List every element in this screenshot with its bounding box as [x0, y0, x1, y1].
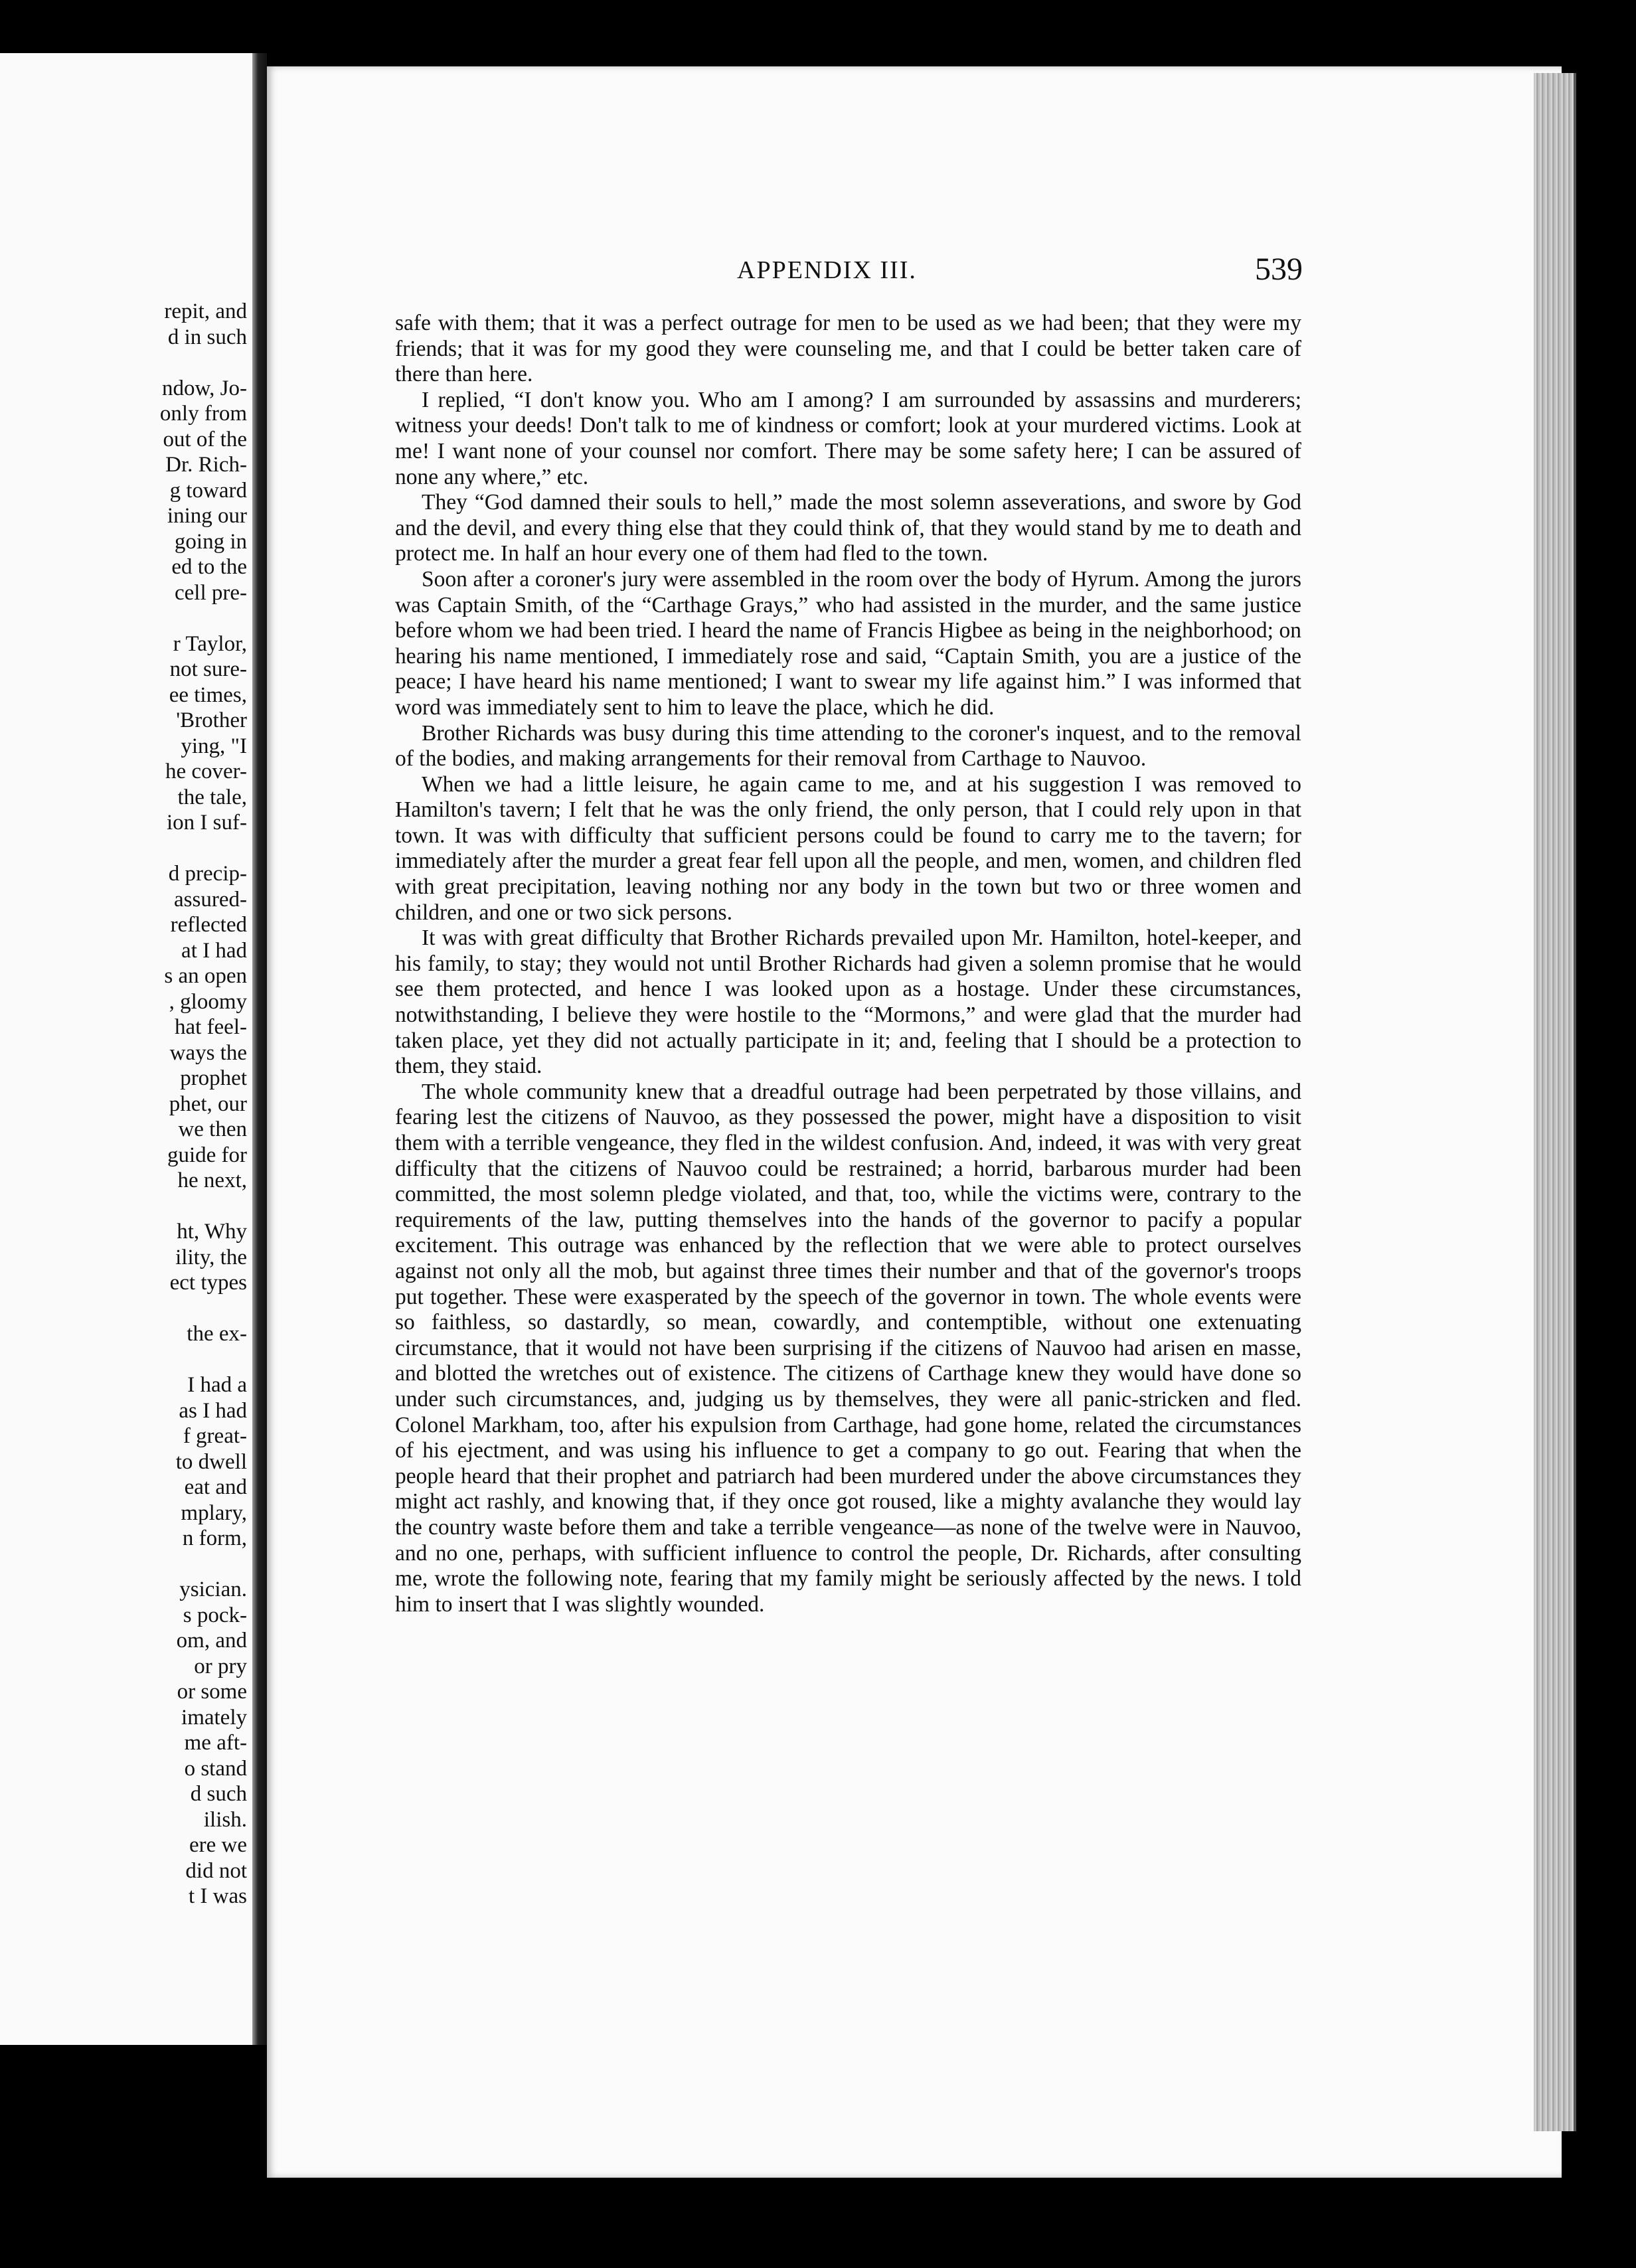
left-page-line: the tale, — [177, 785, 247, 809]
left-page-line: at I had — [181, 938, 247, 963]
left-page-line: or pry — [194, 1654, 247, 1678]
paragraph: Soon after a coroner's jury were assembled in the room over the body of Hyrum. Among the jurors was Captain Smith, of the “Carthage Grays,” who had assisted in the murder, and the same justice before whom we had been tried. I heard the name of Francis Higbee as being in the neighborhood; on hearing his name mentioned, I immediately rose and said, “Captain Smith, you are a justice of the peace; I have heard his name mentioned; I want to swear my life against him.” I was informed that word was immediately sent to him to leave the place, which he did. — [395, 566, 1301, 720]
page-number: 539 — [1255, 252, 1303, 287]
left-page-line: assured- — [174, 887, 247, 912]
left-page-line: d in such — [167, 325, 247, 349]
left-page-line: he next, — [177, 1169, 247, 1192]
running-head: APPENDIX III. — [737, 256, 917, 284]
left-page-line: ndow, Jo- — [161, 376, 247, 400]
left-page-line: ion I suf- — [167, 811, 247, 835]
left-page-line: ining our — [167, 504, 247, 528]
left-page-line: s pock- — [183, 1603, 247, 1627]
paragraph: Brother Richards was busy during this time attending to the coroner's inquest, and to the removal of the bodies, and making arrangements for their removal from Carthage to Nauvoo. — [395, 720, 1301, 771]
left-page-line: o stand — [184, 1756, 247, 1781]
paragraph: They “God damned their souls to hell,” made the most solemn asseverations, and swore by God and the devil, and every thing else that they could think of, that they would stand by me to death and protect me. In half an hour every one of them had fled to the town. — [395, 490, 1301, 566]
left-page-line: n form, — [182, 1526, 247, 1550]
left-page-line: 'Brother — [176, 708, 247, 732]
left-page-line: cell pre- — [174, 580, 247, 605]
left-page-line: repit, and — [164, 299, 247, 323]
left-page-line: guide for — [167, 1143, 247, 1167]
left-page-line: hat feel- — [174, 1015, 247, 1039]
left-page-line: ht, Why — [177, 1220, 247, 1244]
left-page-line: as I had — [179, 1398, 247, 1423]
left-page-line: prophet — [180, 1066, 247, 1090]
page-edge — [1534, 73, 1576, 2131]
left-page-line: eat and — [184, 1475, 247, 1499]
left-page-line: r Taylor, — [173, 631, 247, 656]
left-page-line: reflected — [170, 913, 247, 937]
left-page-line: only from — [159, 402, 247, 426]
left-page-line: ilish. — [203, 1807, 247, 1832]
left-page-line: to dwell — [175, 1449, 247, 1474]
left-page-line: ee times, — [169, 683, 247, 707]
left-page-line: ere we — [189, 1833, 247, 1857]
left-page — [0, 53, 254, 2045]
left-page-line: om, and — [176, 1629, 247, 1653]
left-page-line: Dr. Rich- — [165, 453, 247, 477]
left-page-line: d precip- — [168, 862, 247, 886]
paragraph: It was with great difficulty that Brother Richards prevailed upon Mr. Hamilton, hotel-keeper, and his family, to stay; they would not until Brother Richards had given a solemn promise that he would see them protected, and hence I was looked upon as a hostage. Under these circumstances, notwithstanding, I believe they were hostile to the “Mormons,” and were glad that the murder had taken place, yet they did not actually participate in it; and, feeling that I should be a protection to them, they staid. — [395, 926, 1301, 1079]
left-page-line: t I was — [189, 1884, 247, 1908]
paragraph: I replied, “I don't know you. Who am I among? I am surrounded by assassins and murderers; witness your deeds! Don't talk to me of kindness or comfort; look at your murdered victims. Look at me! I want none of your counsel nor comfort. There may be some safety here; I can be assured of none any where,” etc. — [395, 387, 1301, 489]
left-page-line: ways the — [169, 1040, 247, 1065]
left-page-line: me aft- — [184, 1731, 247, 1755]
left-page-line: ility, the — [175, 1245, 247, 1269]
left-page-line: ying, "I — [181, 734, 247, 758]
left-page-line: d such — [190, 1782, 247, 1806]
left-page-line: or some — [177, 1680, 247, 1704]
left-page-line: , gloomy — [169, 989, 247, 1014]
left-page-line: he cover- — [165, 760, 247, 783]
left-page-line: out of the — [163, 427, 247, 451]
left-page-line: s an open — [164, 964, 247, 988]
left-page-line: g toward — [169, 478, 247, 503]
paragraph: safe with them; that it was a perfect outrage for men to be used as we had been; that they were my friends; that it was for my good they were counseling me, and that I could be better taken care of there than here. — [395, 311, 1301, 387]
left-page-line: did not — [185, 1858, 247, 1883]
left-page-line: phet, our — [169, 1092, 247, 1116]
paragraph: The whole community knew that a dreadful outrage had been perpetrated by those villains, and fearing lest the citizens of Nauvoo, as they possessed the power, might have a disposition to visit them with a terrible vengeance, they fled in the wildest confusion. And, indeed, it was with very great difficulty that the citizens of Nauvoo could be restrained; a horrid, barbarous murder had been committed, the most solemn pledge violated, and that, too, while the victims were, contrary to the requirements of the law, putting themselves into the hands of the governor to pacify a popular excitement. This outrage was enhanced by the reflection that we were able to protect ourselves against not only all the mob, but against three times their number and that of the governor's troops put together. These were exasperated by the speech of the governor in town. The whole events were so faithless, so dastardly, so mean, cowardly, and contemptible, without one extenuating circumstance, that it would not have been surprising if the citizens of Nauvoo had arisen en masse, and blotted the wretches out of existence. The citizens of Carthage knew they would have done so under such circumstances, and, judging us by themselves, they were all panic-stricken and fled. Colonel Markham, too, after his expulsion from Carthage, had gone home, related the circumstances of his ejectment, and was using his influence to get a company to go out. Fearing that when the people heard that their prophet and patriarch had been murdered under the above circumstances they might act rashly, and knowing that, if they once got roused, like a mighty avalanche they would lay the country waste before them and take a terrible vengeance—as none of the twelve were in Nauvoo, and no one, perhaps, with sufficient influence to control the people, Dr. Richards, after consulting me, wrote the following note, fearing that my family might be seriously affected by the news. I told him to insert that I was slightly wounded. — [395, 1079, 1301, 1617]
left-page-line: f great- — [183, 1424, 247, 1448]
left-page-line: going in — [174, 529, 247, 554]
body-text — [395, 311, 1301, 1617]
book-gutter — [252, 53, 267, 2045]
left-page-line: mplary, — [181, 1500, 247, 1525]
left-page-line: ed to the — [171, 555, 247, 579]
left-page-line: I had a — [187, 1373, 247, 1397]
left-page-line: we then — [178, 1117, 247, 1141]
paragraph: When we had a little leisure, he again came to me, and at his suggestion I was removed to Hamilton's tavern; I felt that he was the only friend, the only person, that I could rely upon in that town. It was with difficulty that sufficient persons could be found to carry me to the tavern; for immediately after the murder a great fear fell upon all the people, and men, women, and children fled with great precipitation, leaving nothing nor any body in the town but two or three women and children, and one or two sick persons. — [395, 771, 1301, 925]
left-page-line: not sure- — [169, 657, 247, 681]
left-page-line: imately — [181, 1705, 247, 1730]
left-page-line: ysician. — [179, 1578, 247, 1601]
left-page-line: the ex- — [187, 1322, 247, 1346]
left-page-line: ect types — [169, 1271, 247, 1295]
